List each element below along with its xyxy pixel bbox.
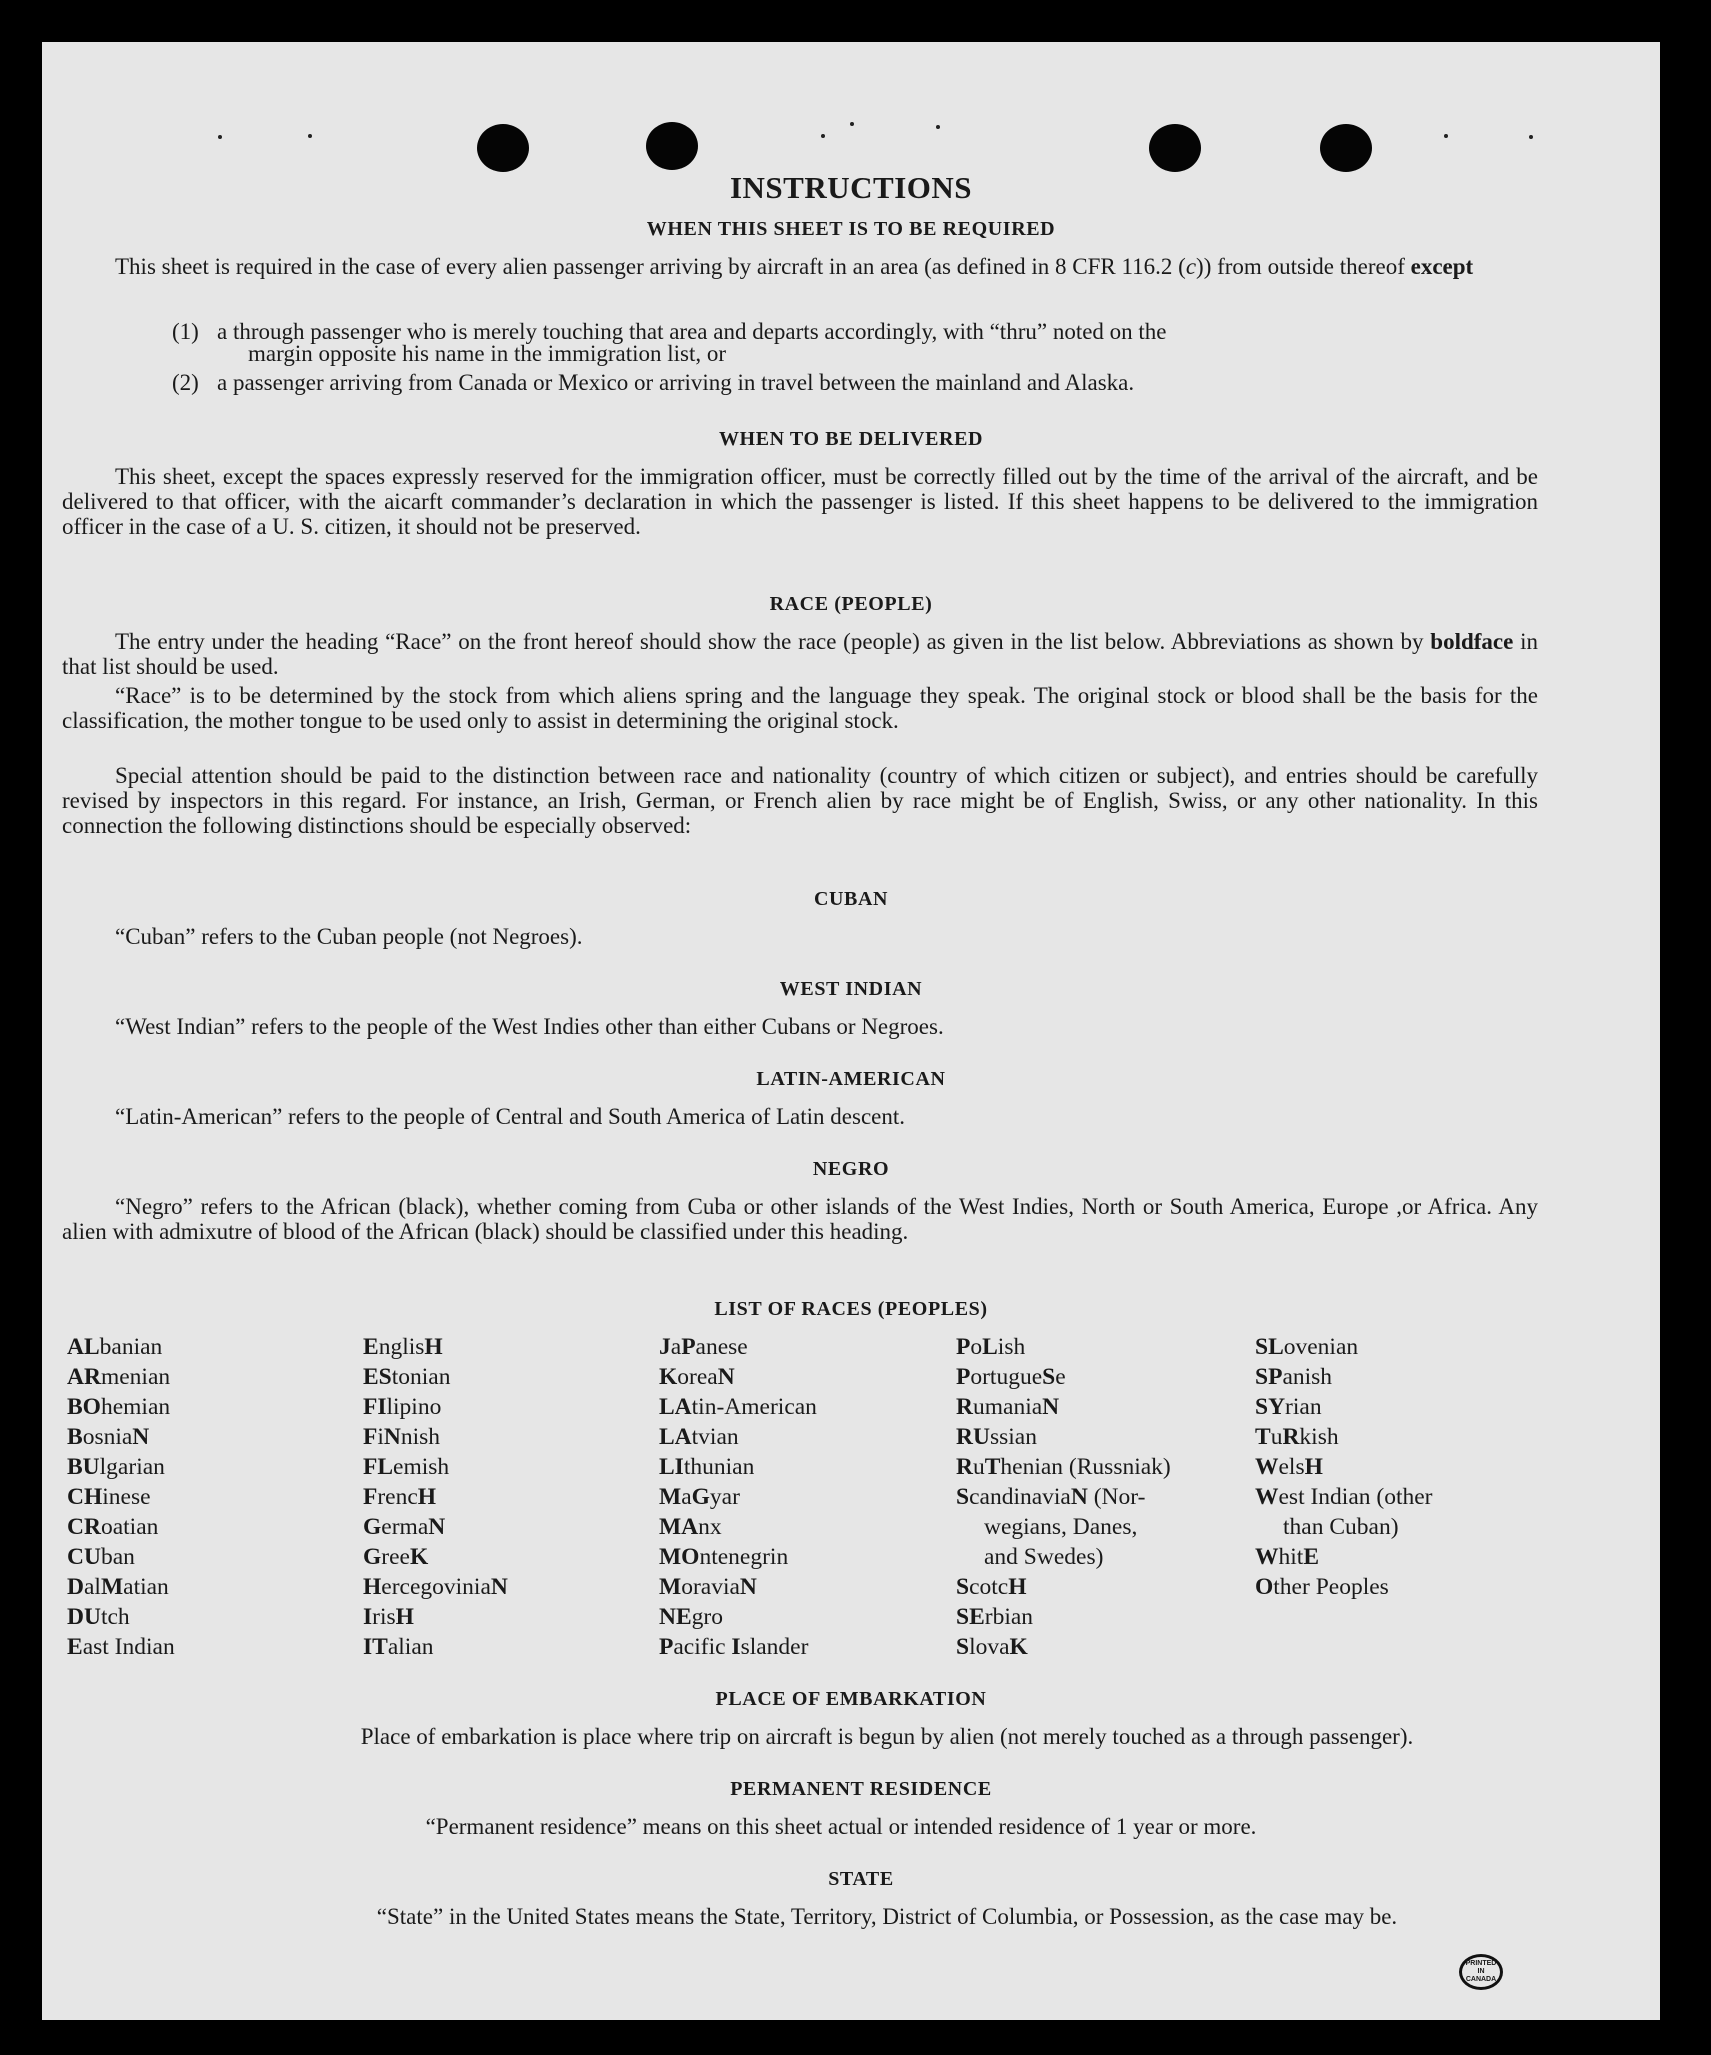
punch-hole-2 [646, 122, 698, 170]
race-entry [67, 1332, 175, 1362]
race-text: osnia [82, 1424, 133, 1450]
race-text: tin-American [691, 1394, 817, 1420]
race-abbreviation: P [659, 1634, 674, 1660]
race-abbreviation: MA [659, 1514, 699, 1540]
race-abbreviation: N [1070, 1484, 1088, 1510]
race-text: umania [972, 1394, 1043, 1420]
race-text: nglis [378, 1334, 425, 1360]
races-column-2 [363, 1332, 508, 1662]
heading-embarkation: PLACE OF EMBARKATION [715, 1688, 987, 1710]
race-text: wegians, Danes, [984, 1514, 1138, 1540]
race-text: ree [381, 1544, 410, 1570]
race-abbreviation: M [100, 1574, 124, 1600]
paragraph-race-1 [62, 629, 1538, 679]
race-entry [67, 1482, 175, 1512]
race-text: slander [740, 1634, 809, 1660]
race-text: lipino [386, 1394, 442, 1420]
race-text: tonian [391, 1364, 451, 1390]
page-title: INSTRUCTIONS [729, 170, 972, 205]
race-text: ish [997, 1334, 1026, 1360]
race-entry [659, 1632, 817, 1662]
race-abbreviation: N [1042, 1394, 1060, 1420]
race-abbreviation: FI [363, 1394, 387, 1420]
speck [936, 125, 940, 129]
race-entry [956, 1602, 1171, 1632]
race-abbreviation: H [363, 1574, 382, 1600]
paragraph-race-3: Special attention should be paid to the distinction between race and nationality (country of which citizen or subject), and entries should be carefully revised by inspectors in this regard. For instance, an Irish, German, or French alien by race might be of English, Swiss, or any other nationality. In this connection the following distinctions should be especially observed: [62, 763, 1538, 838]
race-text: kish [1299, 1424, 1339, 1450]
race-entry [659, 1392, 817, 1422]
race-abbreviation: LI [659, 1454, 684, 1480]
race-abbreviation: K [659, 1364, 678, 1390]
race-abbreviation: CH [67, 1484, 103, 1510]
race-text: atian [123, 1574, 169, 1600]
race-abbreviation: LA [659, 1394, 692, 1420]
race-text: ssian [989, 1424, 1037, 1450]
race-abbreviation: BO [67, 1394, 101, 1420]
race-abbreviation: O [1255, 1574, 1274, 1600]
races-column-1 [67, 1332, 175, 1662]
race-entry [363, 1512, 508, 1542]
paragraph-permanent-residence: “Permanent residence” means on this sheet actual or intended residence of 1 year or more. [425, 1814, 1257, 1839]
race-text: nish [400, 1424, 441, 1450]
paragraph-cuban: “Cuban” refers to the Cuban people (not Negroes). [115, 924, 583, 949]
race-entry [363, 1542, 508, 1572]
printed-in-canada-seal [1459, 1954, 1503, 1990]
race-entry [363, 1452, 508, 1482]
paragraph-embarkation: Place of embarkation is place where trip on aircraft is begun by alien (not merely touched as a through passenger). [360, 1724, 1414, 1749]
race-text: alian [387, 1634, 434, 1660]
race-entry [363, 1602, 508, 1632]
race-text: ercegovinia [381, 1574, 491, 1600]
race-entry [363, 1392, 508, 1422]
race-abbreviation: K [1009, 1634, 1028, 1660]
race-text: ntenegrin [699, 1544, 789, 1570]
race-entry [67, 1632, 175, 1662]
race-abbreviation: R [1282, 1424, 1300, 1450]
race-text-b: in that list should be used. [62, 629, 1538, 679]
race-text: oravia [681, 1574, 740, 1600]
race-text: u [1270, 1424, 1283, 1450]
race-abbreviation: BU [67, 1454, 100, 1480]
punch-hole-3 [1149, 124, 1201, 172]
race-text: than Cuban) [1283, 1514, 1399, 1540]
race-text: banian [99, 1334, 163, 1360]
speck [1444, 134, 1448, 138]
race-text: cotc [969, 1574, 1009, 1600]
race-entry [1255, 1422, 1433, 1452]
race-entry [659, 1572, 817, 1602]
race-text: est Indian (other [1278, 1484, 1433, 1510]
race-abbreviation: N [428, 1514, 446, 1540]
race-text: a [670, 1334, 682, 1360]
heading-west-indian: WEST INDIAN [779, 978, 923, 1000]
race-abbreviation: J [659, 1334, 671, 1360]
heading-latin-american: LATIN-AMERICAN [756, 1068, 946, 1090]
race-text: (Nor- [1087, 1484, 1146, 1510]
paragraph-state: “State” in the United States means the State, Territory, District of Columbia, or Possession, as the case may be. [376, 1904, 1398, 1929]
race-abbreviation: N [490, 1574, 508, 1600]
race-abbreviation: T [984, 1454, 1001, 1480]
speck [308, 134, 312, 138]
race-abbreviation: P [956, 1364, 971, 1390]
race-entry [1255, 1482, 1433, 1512]
race-text: ris [372, 1604, 396, 1630]
race-text: renc [377, 1484, 418, 1510]
race-text: erma [381, 1514, 429, 1540]
race-abbreviation: F [363, 1424, 378, 1450]
race-entry [659, 1332, 817, 1362]
paragraph-required [62, 254, 1538, 279]
list-item-number: (2) [172, 370, 199, 395]
race-text: i [377, 1424, 384, 1450]
race-abbreviation: R [956, 1454, 973, 1480]
race-text: els [1278, 1454, 1305, 1480]
race-abbreviation: H [424, 1334, 443, 1360]
race-text: acific [673, 1634, 732, 1660]
race-abbreviation: MO [659, 1544, 700, 1570]
race-abbreviation: F [363, 1484, 378, 1510]
paragraph-west-indian: “West Indian” refers to the people of the West Indies other than either Cubans or Negroes. [115, 1014, 944, 1039]
heading-negro: NEGRO [812, 1158, 890, 1180]
race-abbreviation: E [1303, 1544, 1319, 1570]
race-abbreviation: W [1255, 1454, 1279, 1480]
race-abbreviation: AL [67, 1334, 100, 1360]
heading-cuban: CUBAN [813, 888, 889, 910]
race-entry [659, 1452, 817, 1482]
race-entry [659, 1422, 817, 1452]
race-text: ther Peoples [1273, 1574, 1389, 1600]
race-entry [363, 1422, 508, 1452]
race-abbreviation: E [363, 1334, 379, 1360]
race-entry [956, 1632, 1171, 1662]
race-abbreviation: DU [67, 1604, 101, 1630]
races-column-4 [956, 1332, 1171, 1662]
required-text-a: This sheet is required in the case of every alien passenger arriving by aircraft in an area (as defined in 8 CFR 116.2 ( [115, 254, 1186, 279]
race-entry [67, 1422, 175, 1452]
race-text: yar [709, 1484, 740, 1510]
race-text: candinavia [969, 1484, 1071, 1510]
race-entry [1255, 1362, 1433, 1392]
race-entry [956, 1482, 1171, 1512]
race-entry [1255, 1572, 1433, 1602]
race-entry [67, 1572, 175, 1602]
seal-text: PRINTED [1465, 1960, 1497, 1967]
race-abbreviation: H [417, 1484, 437, 1510]
race-text: ortugue [970, 1364, 1043, 1390]
race-text: e [1055, 1364, 1066, 1390]
race-text: inese [102, 1484, 151, 1510]
race-abbreviation: T [1255, 1424, 1271, 1450]
race-text: ban [100, 1544, 135, 1570]
race-text: tvian [691, 1424, 739, 1450]
race-abbreviation: D [67, 1574, 84, 1600]
seal-text: CANADA [1465, 1976, 1497, 1983]
race-entry [659, 1482, 817, 1512]
list-item-text: a through passenger who is merely touching that area and departs accordingly, with “thru” noted on the [217, 319, 1167, 344]
race-abbreviation: LA [659, 1424, 692, 1450]
race-entry [659, 1512, 817, 1542]
race-abbreviation: I [731, 1634, 741, 1660]
race-text: henian (Russniak) [1000, 1454, 1171, 1480]
race-text: u [972, 1454, 985, 1480]
race-entry [363, 1362, 508, 1392]
race-abbreviation: SY [1255, 1394, 1286, 1420]
race-text: a [681, 1484, 692, 1510]
race-entry [956, 1542, 1171, 1572]
race-abbreviation: SE [956, 1604, 985, 1630]
race-entry [659, 1362, 817, 1392]
list-item-text: a passenger arriving from Canada or Mexico or arriving in travel between the mainland and Alaska. [217, 370, 1135, 395]
race-text: hit [1278, 1544, 1304, 1570]
race-abbreviation: W [1255, 1544, 1279, 1570]
race-abbreviation: G [691, 1484, 710, 1510]
race-text: ovenian [1283, 1334, 1359, 1360]
race-entry [956, 1572, 1171, 1602]
list-item-text: margin opposite his name in the immigration list, or [248, 341, 727, 366]
race-text: lova [969, 1634, 1010, 1660]
speck [821, 134, 825, 138]
race-abbreviation: ES [363, 1364, 392, 1390]
race-abbreviation: SP [1255, 1364, 1283, 1390]
race-text: gro [691, 1604, 723, 1630]
race-abbreviation: CU [67, 1544, 101, 1570]
race-text: orea [677, 1364, 718, 1390]
race-abbreviation: S [956, 1634, 970, 1660]
speck [218, 135, 222, 139]
race-abbreviation: B [67, 1424, 83, 1450]
race-text: tch [100, 1604, 130, 1630]
race-text: rian [1285, 1394, 1322, 1420]
race-entry [1255, 1452, 1433, 1482]
race-abbreviation: H [1304, 1454, 1323, 1480]
race-entry [659, 1602, 817, 1632]
race-text: thunian [683, 1454, 755, 1480]
race-text: nx [698, 1514, 722, 1540]
required-text-b: )) from outside thereof [1196, 254, 1411, 279]
race-text: anish [1282, 1364, 1333, 1390]
heading-state: STATE [828, 1868, 894, 1890]
race-abbreviation: S [1042, 1364, 1056, 1390]
race-abbreviation: L [982, 1334, 998, 1360]
race-entry [659, 1542, 817, 1572]
race-entry [363, 1332, 508, 1362]
paragraph-delivered: This sheet, except the spaces expressly reserved for the immigration officer, must be correctly filled out by the time of the arrival of the aircraft, and be delivered to that officer, with the aicarft commander’s declaration in which the passenger is listed. If this sheet happens to be delivered to the immigration officer in the case of a U. S. citizen, it should not be preserved. [62, 464, 1538, 539]
race-entry [363, 1632, 508, 1662]
heading-list-of-races: LIST OF RACES (PEOPLES) [714, 1298, 988, 1320]
race-abbreviation: NE [659, 1604, 692, 1630]
race-entry [67, 1452, 175, 1482]
race-text: rbian [984, 1604, 1034, 1630]
race-text-bold: boldface [1430, 629, 1514, 654]
punch-hole-1 [477, 124, 529, 172]
race-entry [67, 1512, 175, 1542]
race-text: oatian [100, 1514, 159, 1540]
race-text: emish [393, 1454, 450, 1480]
race-abbreviation: N [739, 1574, 757, 1600]
race-abbreviation: G [363, 1514, 382, 1540]
heading-delivered: WHEN TO BE DELIVERED [718, 428, 984, 450]
race-abbreviation: S [956, 1574, 970, 1600]
race-entry [956, 1422, 1171, 1452]
race-abbreviation: S [956, 1484, 970, 1510]
race-entry [363, 1482, 508, 1512]
heading-required: WHEN THIS SHEET IS TO BE REQUIRED [646, 218, 1056, 240]
punch-hole-4 [1320, 124, 1372, 172]
race-abbreviation: E [67, 1634, 83, 1660]
race-entry [956, 1362, 1171, 1392]
race-abbreviation: FL [363, 1454, 394, 1480]
race-entry [1255, 1392, 1433, 1422]
races-column-5 [1255, 1332, 1433, 1602]
race-abbreviation: AR [67, 1364, 101, 1390]
race-abbreviation: G [363, 1544, 382, 1570]
heading-permanent-residence: PERMANENT RESIDENCE [730, 1778, 992, 1800]
race-abbreviation: M [659, 1574, 682, 1600]
race-entry [1255, 1512, 1433, 1542]
race-entry [956, 1332, 1171, 1362]
paragraph-latin-american: “Latin-American” refers to the people of Central and South America of Latin descent. [115, 1104, 905, 1129]
race-abbreviation: H [395, 1604, 414, 1630]
race-abbreviation: K [409, 1544, 429, 1570]
race-abbreviation: P [956, 1334, 971, 1360]
race-abbreviation: M [659, 1484, 682, 1510]
race-abbreviation: W [1255, 1484, 1279, 1510]
race-text: menian [100, 1364, 171, 1390]
race-abbreviation: N [132, 1424, 150, 1450]
required-text-bold: except [1410, 254, 1474, 279]
races-column-3 [659, 1332, 817, 1662]
race-abbreviation: RU [956, 1424, 990, 1450]
race-abbreviation: CR [67, 1514, 101, 1540]
race-abbreviation: N [383, 1424, 401, 1450]
required-text-italic: c [1185, 254, 1197, 279]
race-text: al [83, 1574, 101, 1600]
race-abbreviation: P [681, 1334, 696, 1360]
race-entry [67, 1392, 175, 1422]
document-sheet [42, 42, 1660, 2020]
race-entry [956, 1452, 1171, 1482]
paragraph-negro: “Negro” refers to the African (black), whether coming from Cuba or other islands of the West Indies, North or South America, Europe ,or Africa. Any alien with admixutre of blood of the African (black) should be classified under this heading. [62, 1194, 1538, 1244]
speck [1529, 135, 1533, 139]
race-text: ast Indian [82, 1634, 175, 1660]
race-entry [363, 1572, 508, 1602]
race-text: hemian [100, 1394, 171, 1420]
race-entry [1255, 1332, 1433, 1362]
race-entry [1255, 1542, 1433, 1572]
race-abbreviation: SL [1255, 1334, 1284, 1360]
race-text: lgarian [99, 1454, 165, 1480]
race-abbreviation: H [1008, 1574, 1027, 1600]
race-abbreviation: I [363, 1604, 373, 1630]
race-abbreviation: IT [363, 1634, 388, 1660]
heading-race: RACE (PEOPLE) [769, 593, 933, 615]
race-text: and Swedes) [984, 1544, 1104, 1570]
race-text: o [970, 1334, 983, 1360]
race-entry [67, 1602, 175, 1632]
race-entry [67, 1542, 175, 1572]
race-entry [956, 1512, 1171, 1542]
race-abbreviation: R [956, 1394, 973, 1420]
race-text: anese [695, 1334, 748, 1360]
race-entry [67, 1362, 175, 1392]
race-entry [956, 1392, 1171, 1422]
speck [850, 122, 854, 126]
race-abbreviation: N [717, 1364, 735, 1390]
paragraph-race-2: “Race” is to be determined by the stock from which aliens spring and the language they speak. The original stock or blood shall be the basis for the classification, the mother tongue to be used only to assist in determining the original stock. [62, 683, 1538, 733]
seal-text: IN [1477, 1968, 1485, 1975]
race-text-a: The entry under the heading “Race” on the front hereof should show the race (people) as given in the list below. Abbreviations as shown by [115, 629, 1431, 654]
list-item-number: (1) [172, 319, 199, 344]
